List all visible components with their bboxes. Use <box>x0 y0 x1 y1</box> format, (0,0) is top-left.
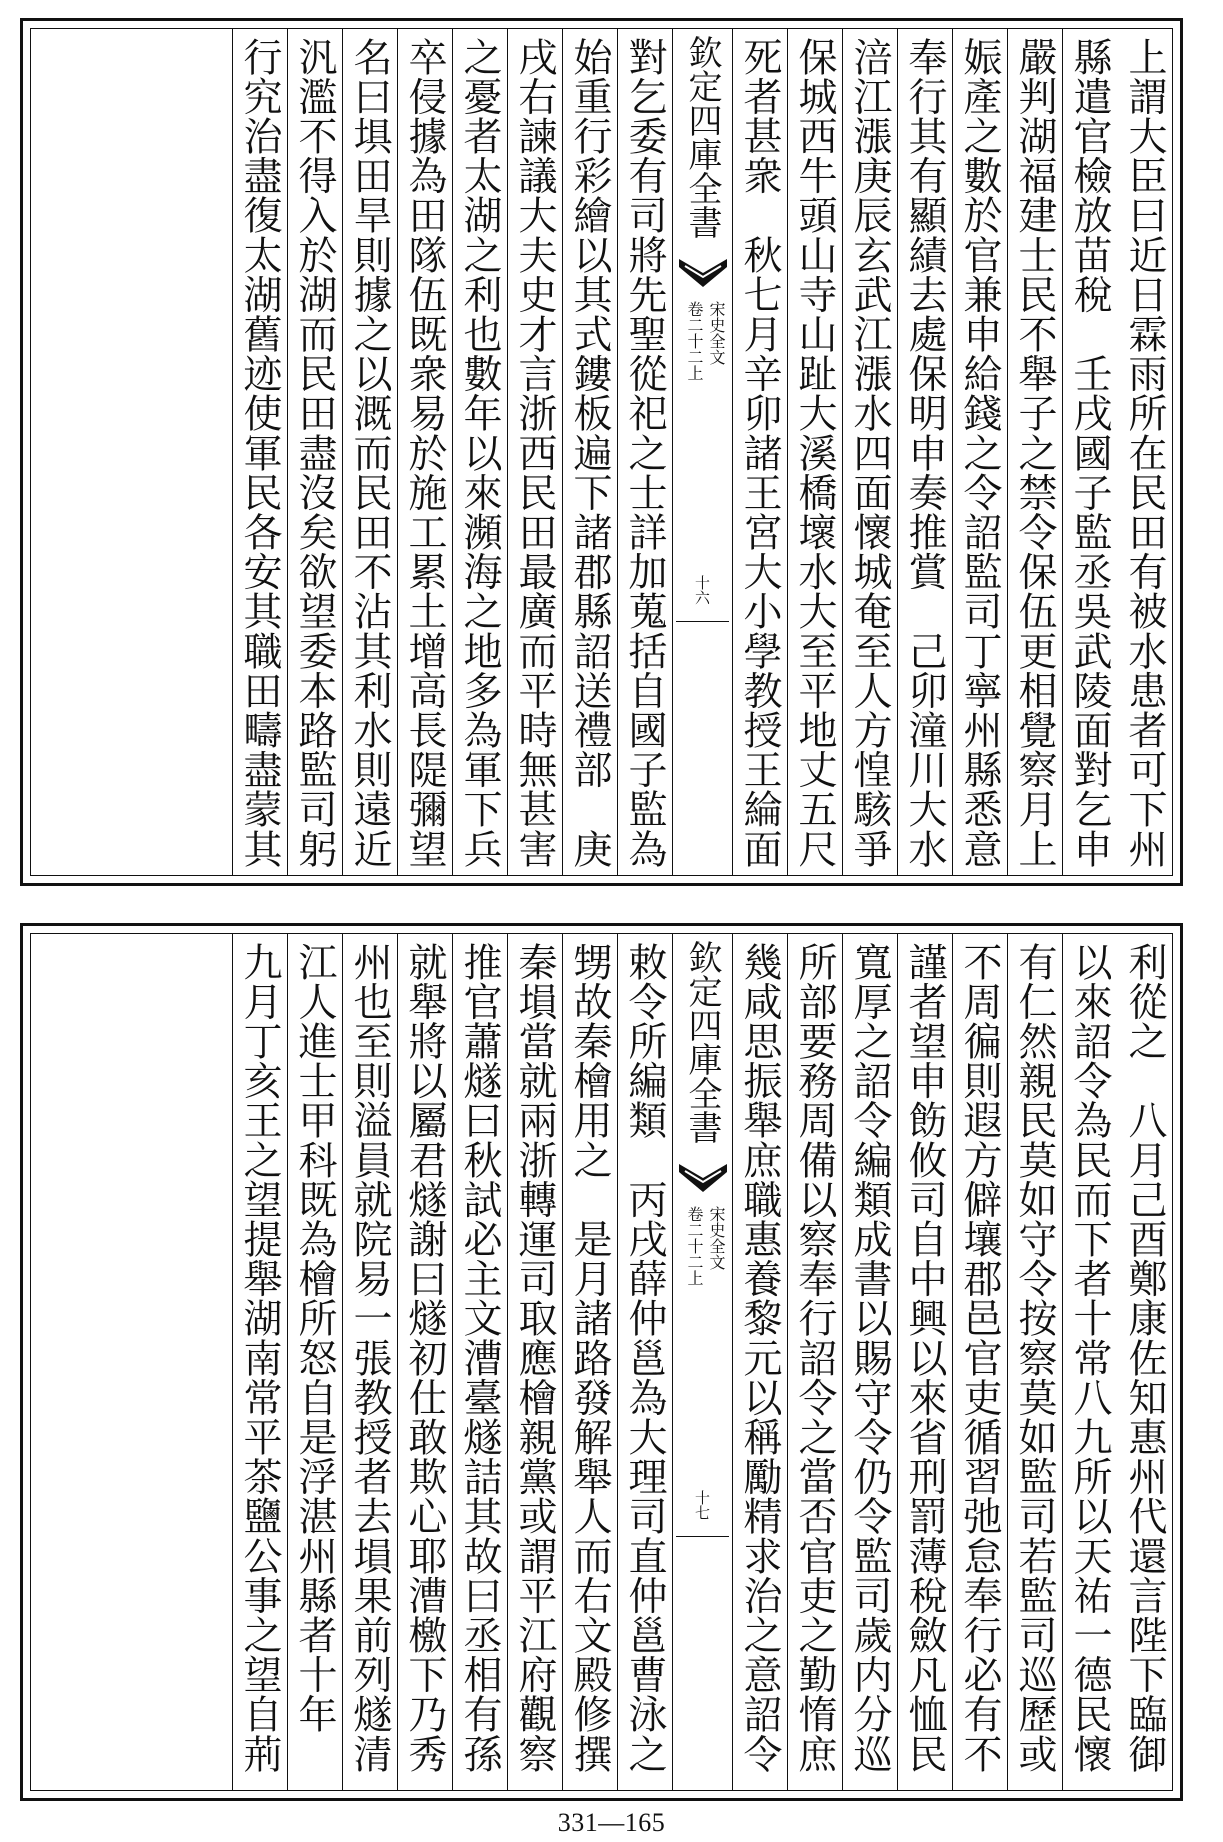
top-text-column: 上謂大臣曰近日霖雨所在民田有被水患者可下州 <box>1122 37 1167 869</box>
bottom-text-column: 江人進士甲科既為檜所怒自是浮湛州縣者十年 <box>287 934 342 1790</box>
bottom-text-column: 秦塤當就兩浙轉運司取應檜親黨或謂平江府觀察 <box>507 934 562 1790</box>
bottom-text-column: 就舉將以屬君燧謝曰燧初仕敢欺心耶漕檄下乃秀 <box>397 934 452 1790</box>
bottom-text-column: 推官蕭燧曰秋試必主文漕臺燧詰其故曰丞相有孫 <box>452 934 507 1790</box>
top-text-column: 奉行其有顯績去處保明申奏推賞 己卯潼川大水 <box>897 29 952 875</box>
top-text-column: 對乞委有司將先聖從祀之士詳加蒐括自國子監為 <box>617 29 672 875</box>
bottom-text-column: 九月丁亥王之望提舉湖南常平茶鹽公事之望自荊 <box>232 934 287 1790</box>
top-chapter-label: 卷二十二上 <box>685 301 704 381</box>
top-fish-tail-ornament <box>677 257 729 291</box>
top-page-text-frame <box>30 28 1173 876</box>
bottom-text-column: 謹者望申飭攸司自中興以來省刑罰薄稅斂凡恤民 <box>897 934 952 1790</box>
bottom-page <box>20 923 1183 1801</box>
bottom-text-column: 敕令所編類 丙戌薛仲邕為大理司直仲邕曹泳之 <box>617 934 672 1790</box>
top-center-rule <box>676 621 729 622</box>
top-text-column: 汎濫不得入於湖而民田盡沒矣欲望委本路監司躬 <box>287 29 342 875</box>
bottom-text-column: 州也至則溢員就院易一張教授者去塤果前列燧清 <box>342 934 397 1790</box>
top-text-column: 戌右諫議大夫史才言浙西民田最廣而平時無甚害 <box>507 29 562 875</box>
top-folio-number: 十六 <box>693 575 711 605</box>
top-text-column: 行究治盡復太湖舊迹使軍民各安其職田疇盡蒙其 <box>232 29 287 875</box>
bottom-section-title: 宋史全文 <box>707 1206 726 1270</box>
top-center-column <box>672 29 732 875</box>
bottom-text-column: 幾咸思振舉庶職惠養黎元以稱勵精求治之意詔令 <box>732 934 787 1790</box>
top-section-title: 宋史全文 <box>707 301 726 365</box>
bottom-center-rule <box>676 1536 729 1537</box>
bottom-text-column: 不周徧則遐方僻壤郡邑官吏循習弛怠奉行必有不 <box>952 934 1007 1790</box>
bottom-chapter-label: 卷二十二上 <box>685 1206 704 1286</box>
top-book-title: 欽定四庫全書 <box>682 35 722 239</box>
bottom-fish-tail-ornament <box>677 1162 729 1196</box>
top-text-column: 之憂者太湖之利也數年以來瀕海之地多為軍下兵 <box>452 29 507 875</box>
top-text-column: 縣遣官檢放苗稅 壬戌國子監丞吳武陵面對乞申 <box>1062 29 1117 875</box>
bottom-folio-number: 十七 <box>693 1490 711 1520</box>
top-text-column: 名曰埧田旱則據之以溉而民田不沾其利水則遠近 <box>342 29 397 875</box>
bottom-text-column: 有仁然親民莫如守令按察莫如監司若監司巡歷或 <box>1007 934 1062 1790</box>
top-text-column: 嚴判湖福建士民不舉子之禁令保伍更相覺察月上 <box>1007 29 1062 875</box>
top-text-column: 卒侵據為田隊伍既衆易於施工累土增高長隄彌望 <box>397 29 452 875</box>
top-text-column: 涪江漲庚辰玄武江漲水四面懷城奄至人方惶駭爭 <box>842 29 897 875</box>
bottom-text-column: 所部要務周備以察奉行詔令之當否官吏之勤惰庶 <box>787 934 842 1790</box>
bottom-text-column: 甥故秦檜用之 是月諸路發解舉人而右文殿修撰 <box>562 934 617 1790</box>
bottom-text-column: 以來詔令為民而下者十常八九所以天祐一德民懷 <box>1062 934 1117 1790</box>
top-text-column: 保城西牛頭山寺山趾大溪橋壞水大至平地丈五尺 <box>787 29 842 875</box>
top-text-column: 死者甚衆 秋七月辛卯諸王宮大小學教授王綸面 <box>732 29 787 875</box>
bottom-text-column: 寬厚之詔令編類成書以賜守令仍令監司歲内分巡 <box>842 934 897 1790</box>
top-page <box>20 18 1183 886</box>
top-text-column: 娠產之數於官兼申給錢之令詔監司丁寧州縣悉意 <box>952 29 1007 875</box>
top-text-column: 始重行彩繪以其式鏤板遍下諸郡縣詔送禮部 庚 <box>562 29 617 875</box>
bottom-book-title: 欽定四庫全書 <box>682 940 722 1144</box>
bottom-center-column <box>672 934 732 1790</box>
page-number: 331—165 <box>557 1808 666 1837</box>
bottom-text-column: 利從之 八月己酉鄭康佐知惠州代還言陛下臨御 <box>1122 942 1167 1774</box>
bottom-page-text-frame <box>30 933 1173 1791</box>
